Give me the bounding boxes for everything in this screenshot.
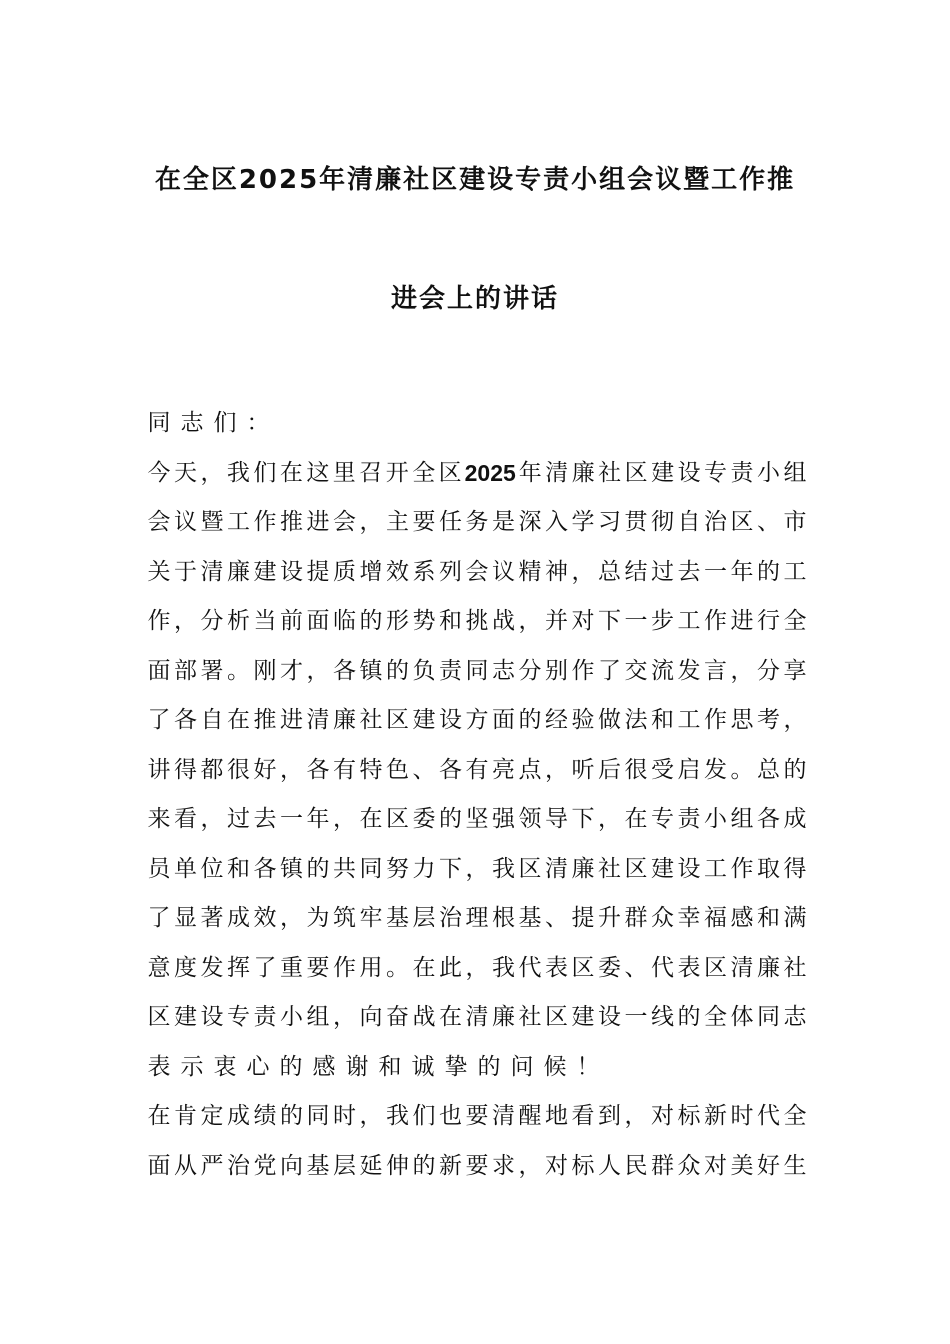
body-line: 讲 得 都 很 好 ， 各 有 特 色 、 各 有 亮 点 ， 听 后 很 受 启 发 。 总 的 [147,757,807,783]
body-line: 了 显 著 成 效 ， 为 筑 牢 基 层 治 理 根 基 、 提 升 群 众 幸 福 感 和 满 [147,905,807,931]
body-line-last-of-paragraph: 表 示 衷 心 的 感 谢 和 诚 挚 的 问 候 ！ [147,1054,600,1080]
body-line: 面 部 署 。 刚 才 ， 各 镇 的 负 责 同 志 分 别 作 了 交 流 发 言 ， 分 享 [147,658,807,684]
salutation: 同 志 们 ： [147,410,270,436]
body-line: 关 于 清 廉 建 设 提 质 增 效 系 列 会 议 精 神 ， 总 结 过 去 一 年 的 工 [147,559,807,585]
body-line: 了 各 自 在 推 进 清 廉 社 区 建 设 方 面 的 经 验 做 法 和 工 作 思 考 ， [147,707,807,733]
body-line: 区 建 设 专 责 小 组 ， 向 奋 战 在 清 廉 社 区 建 设 一 线 的 全 体 同 志 [147,1004,807,1030]
body-line: 员 单 位 和 各 镇 的 共 同 努 力 下 ， 我 区 清 廉 社 区 建 设 工 作 取 得 [147,856,807,882]
document-title-line-1: 在全区2025年清廉社区建设专责小组会议暨工作推 [154,165,796,195]
document-title-line-2: 进会上的讲话 [390,284,559,314]
body-line: 意 度 发 挥 了 重 要 作 用 。 在 此 ， 我 代 表 区 委 、 代 表 区 清 廉 社 [147,955,807,981]
body-line: 今 天 ， 我 们 在 这 里 召 开 全 区 2025 年 清 廉 社 区 建 设 专 责 小 组 [147,460,807,486]
body-line: 作 ， 分 析 当 前 面 临 的 形 势 和 挑 战 ， 并 对 下 一 步 工 作 进 行 全 [147,608,807,634]
body-line: 在 肯 定 成 绩 的 同 时 ， 我 们 也 要 清 醒 地 看 到 ， 对 标 新 时 代 全 [147,1103,807,1129]
body-line: 面 从 严 治 党 向 基 层 延 伸 的 新 要 求 ， 对 标 人 民 群 众 对 美 好 生 [147,1153,807,1179]
body-line: 会 议 暨 工 作 推 进 会 ， 主 要 任 务 是 深 入 学 习 贯 彻 自 治 区 、 市 [147,509,807,535]
body-line: 来 看 ， 过 去 一 年 ， 在 区 委 的 坚 强 领 导 下 ， 在 专 责 小 组 各 成 [147,806,807,832]
